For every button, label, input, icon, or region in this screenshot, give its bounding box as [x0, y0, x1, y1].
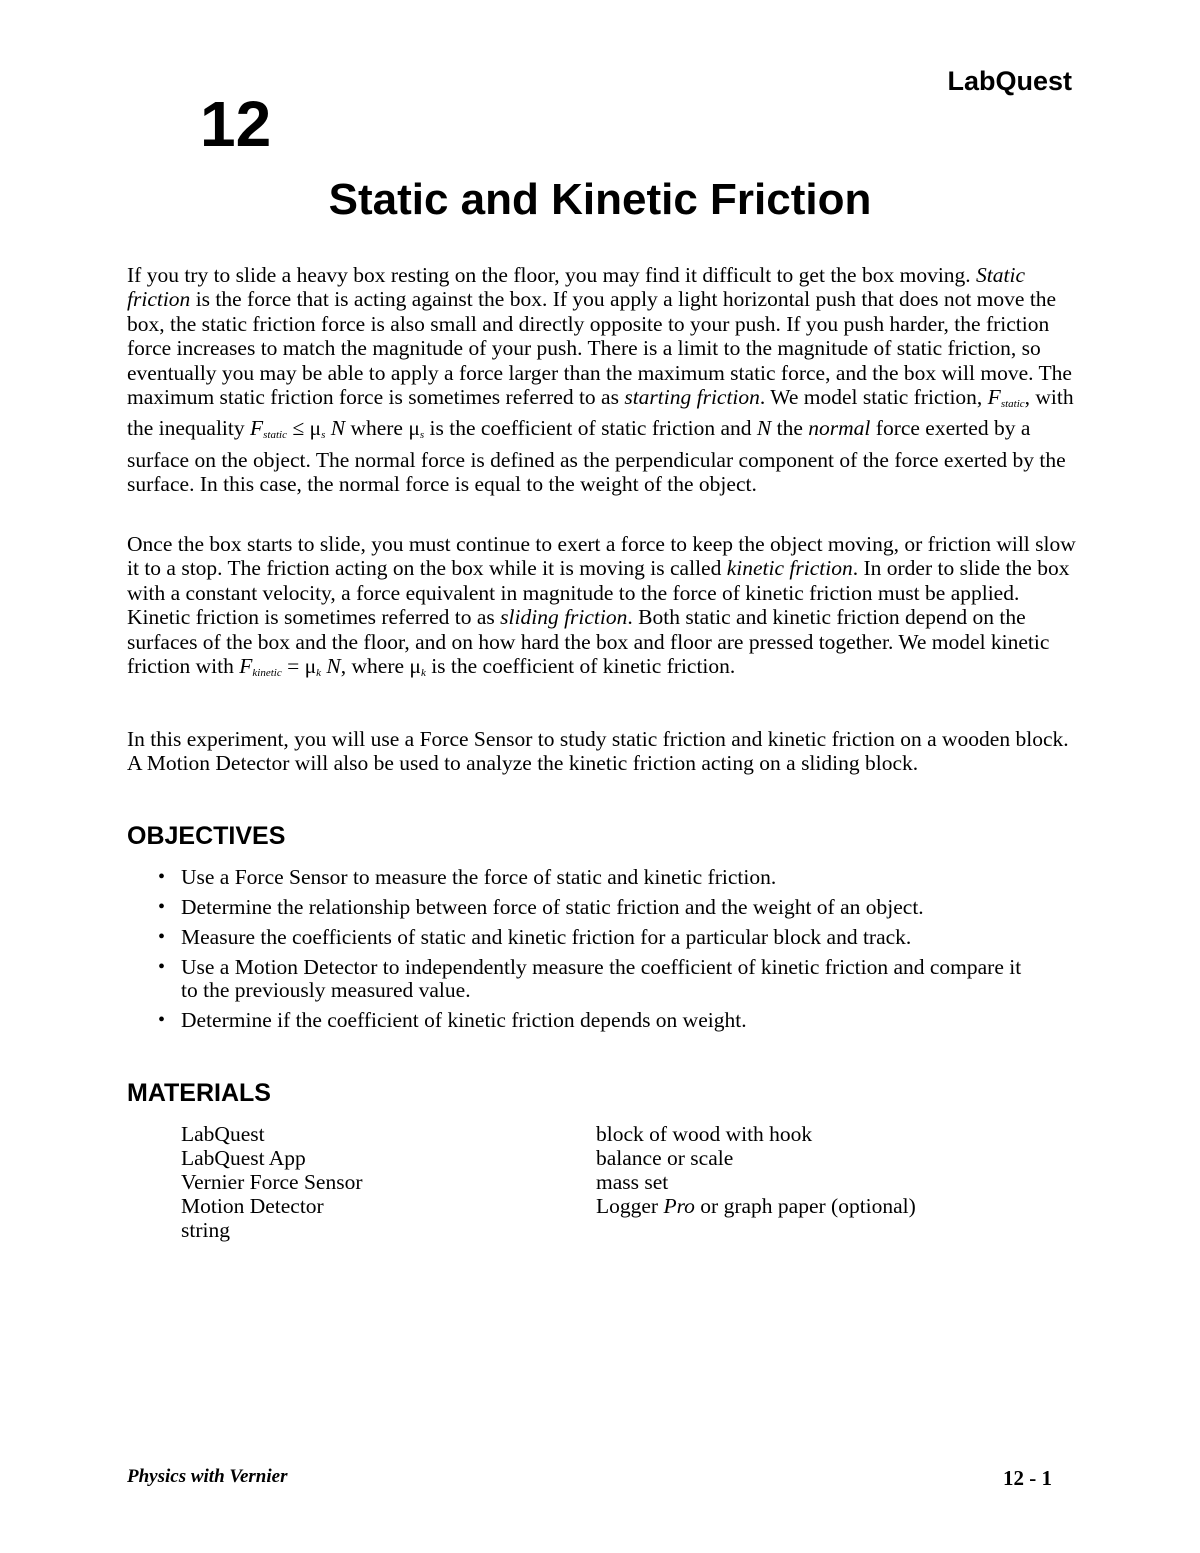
list-item: • Determine if the coefficient of kinetic friction depends on weight.: [158, 1008, 747, 1032]
objectives-heading: OBJECTIVES: [127, 822, 286, 850]
list-item: • Measure the coefficients of static and kinetic friction for a particular block and track.: [158, 925, 912, 949]
bullet-icon: •: [158, 926, 166, 948]
bullet-icon: •: [158, 1009, 166, 1031]
list-item: Motion Detector: [181, 1194, 324, 1218]
list-item: • Use a Force Sensor to measure the force of static and kinetic friction.: [158, 865, 777, 889]
list-item: Logger Pro or graph paper (optional): [596, 1194, 916, 1218]
experiment-number: 12: [200, 88, 272, 160]
list-item: Vernier Force Sensor: [181, 1170, 363, 1194]
list-item: block of wood with hook: [596, 1122, 813, 1146]
term-starting-friction: starting friction: [624, 385, 760, 410]
term-static-friction: Static friction: [127, 263, 1026, 312]
materials-left-column: [181, 1122, 363, 1242]
footer-page-number: 12 - 1: [1003, 1466, 1052, 1490]
list-item: mass set: [596, 1170, 669, 1194]
materials-right-column: [596, 1122, 916, 1218]
materials-heading: MATERIALS: [127, 1079, 271, 1107]
list-item: LabQuest App: [181, 1146, 306, 1170]
bullet-icon: •: [158, 896, 166, 918]
objectives-list: [158, 866, 1038, 1039]
list-item: • Determine the relationship between force of static friction and the weight of an object.: [158, 895, 924, 919]
experiment-title: Static and Kinetic Friction: [328, 175, 872, 224]
header-product-label: LabQuest: [947, 66, 1072, 96]
term-kinetic-friction: kinetic friction: [726, 556, 853, 581]
list-item: balance or scale: [596, 1146, 734, 1170]
intro-paragraph-3: In this experiment, you will use a Force Sensor to study static friction and kinetic friction on a wooden block. A Motion Detector will also be used to analyze the kinetic friction acting on a sliding block.: [127, 727, 1069, 776]
bullet-icon: •: [158, 866, 166, 888]
footer-book-title: Physics with Vernier: [127, 1466, 288, 1487]
bullet-icon: •: [158, 956, 166, 978]
term-normal: normal: [808, 416, 871, 441]
intro-paragraph-2: Once the box starts to slide, you must continue to exert a force to keep the object moving, or friction will slow it to a stop. The friction acting on the box while it is moving is called kinetic friction. In order to slide the box with a constant velocity, a force equivalent in magnitude to the force of kinetic friction must be applied. Kinetic friction is sometimes referred to as sliding friction. Both static and kinetic friction depend on the surfaces of the box and the floor, and on how hard the box and floor are pressed together. We model kinetic friction with $F_{kinetic} = \mu_k$ N, where $\mu_k$ is the coefficient of kinetic friction.: [127, 532, 1076, 680]
list-item: string: [181, 1218, 230, 1242]
list-item: • Use a Motion Detector to independently measure the coefficient of kinetic friction and compare it to the previously measured value.: [158, 955, 1022, 1002]
list-item: LabQuest: [181, 1122, 265, 1146]
term-sliding-friction: sliding friction: [500, 605, 628, 630]
intro-paragraph-1: If you try to slide a heavy box resting on the floor, you may find it difficult to get the box moving. Static friction is the force that is acting against the box. If you apply a light horizontal push that does not move the box, the static friction force is also small and directly opposite to your push. If you push harder, the friction force increases to match the magnitude of your push. There is a limit to the magnitude of static friction, so eventually you may be able to apply a force larger than the maximum static force, and the box will move. The maximum static friction force is sometimes referred to as starting friction. We model static friction, $F_{static}$, with the inequality $F_{static} \le \mu_s$ N where $\mu_s$ is the coefficient of static friction and N the normal force exerted by a surface on the object. The normal force is defined as the perpendicular component of the force exerted by the surface. In this case, the normal force is equal to the weight of the object.: [127, 263, 1074, 497]
